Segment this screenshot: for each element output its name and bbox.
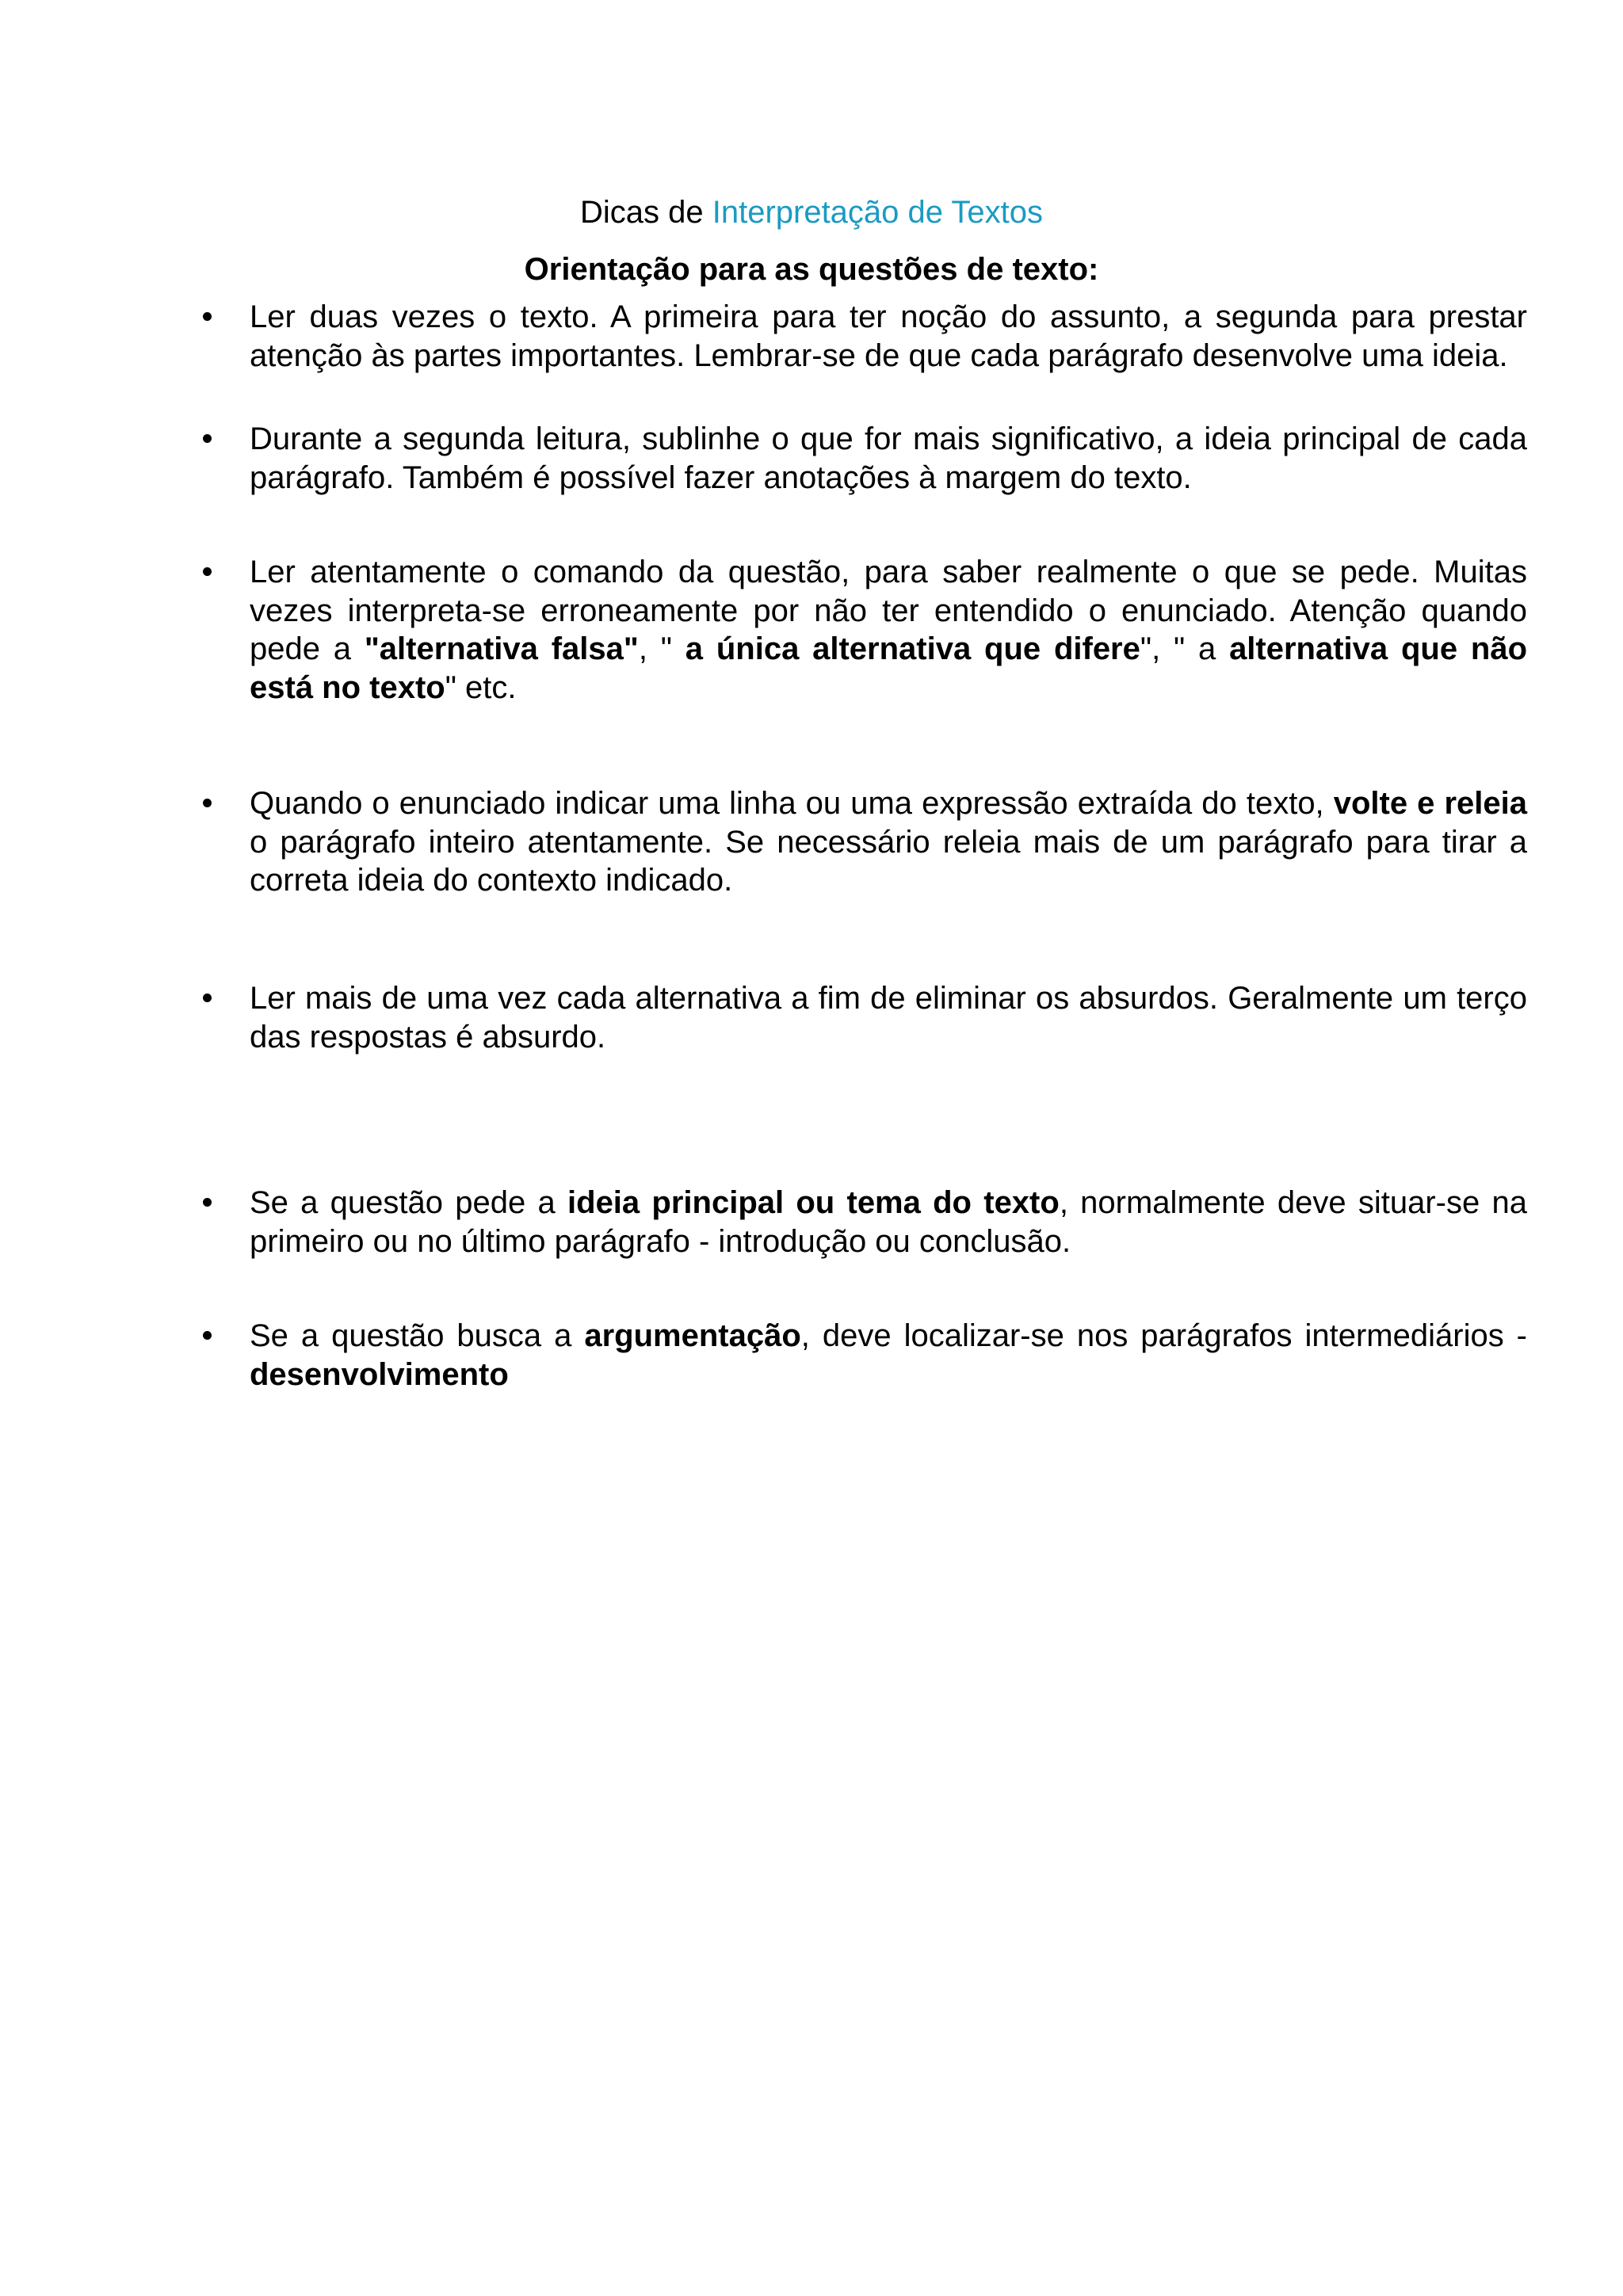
bullet-icon	[203, 1317, 212, 1356]
bullet-icon	[203, 1184, 212, 1222]
item-text: Ler duas vezes o texto. A primeira para ter noção do assunto, a segunda para prestar atenção às partes importantes. Lembrar-se de que cada parágrafo desenvolve uma ideia.	[250, 299, 1527, 373]
bullet-icon	[203, 420, 212, 459]
emphasis-text: alternativa que não está no texto	[250, 631, 1527, 705]
item-text: Durante a segunda leitura, sublinhe o que for mais significativo, a ideia principal de cada parágrafo. Também é possível fazer anotações à margem do texto.	[250, 421, 1527, 495]
list-item	[250, 298, 1527, 375]
item-text: Ler atentamente o comando da questão, para saber realmente o que se pede. Muitas vezes interpreta-se erroneamente por não ter entendido o enunciado. Atenção quando pede a	[250, 555, 1527, 666]
emphasis-text: a única alternativa que difere	[685, 631, 1140, 666]
bullet-icon	[203, 979, 212, 1018]
item-text: Ler mais de uma vez cada alternativa a fim de eliminar os absurdos. Geralmente um terço das respostas é absurdo.	[250, 981, 1527, 1055]
title-highlight: Interpretação de Textos	[712, 195, 1044, 230]
page-title	[0, 193, 1623, 231]
item-text: " etc.	[445, 669, 517, 705]
list-item	[250, 1317, 1527, 1394]
page-subtitle: Orientação para as questões de texto:	[524, 252, 1099, 287]
item-text: , normalmente deve situar-se na primeiro ou no último parágrafo - introdução ou conclusão.	[250, 1185, 1527, 1259]
bullet-icon	[203, 784, 212, 823]
list-item	[250, 553, 1527, 707]
emphasis-text: ideia principal ou tema do texto	[567, 1185, 1060, 1220]
emphasis-text: desenvolvimento	[250, 1356, 509, 1392]
item-text: Quando o enunciado indicar uma linha ou uma expressão extraída do texto,	[250, 786, 1334, 821]
bullet-icon	[203, 298, 212, 337]
title-prefix: Dicas de	[579, 195, 712, 230]
list-item	[250, 1184, 1527, 1261]
item-text: Se a questão pede a	[250, 1185, 568, 1220]
item-text: ", " a	[1140, 631, 1230, 666]
list-item	[250, 979, 1527, 1056]
bullet-icon	[203, 553, 212, 592]
list-item	[250, 420, 1527, 497]
emphasis-text: argumentação	[584, 1318, 801, 1353]
list-item	[250, 784, 1527, 900]
item-text: o parágrafo inteiro atentamente. Se necessário releia mais de um parágrafo para tirar a correta ideia do contexto indicado.	[250, 824, 1527, 898]
emphasis-text: volte e releia	[1333, 786, 1527, 821]
emphasis-text: "alternativa falsa"	[364, 631, 639, 666]
item-text: , "	[638, 631, 685, 666]
item-text: Se a questão busca a	[250, 1318, 585, 1353]
item-text: , deve localizar-se nos parágrafos intermediários -	[800, 1318, 1527, 1353]
